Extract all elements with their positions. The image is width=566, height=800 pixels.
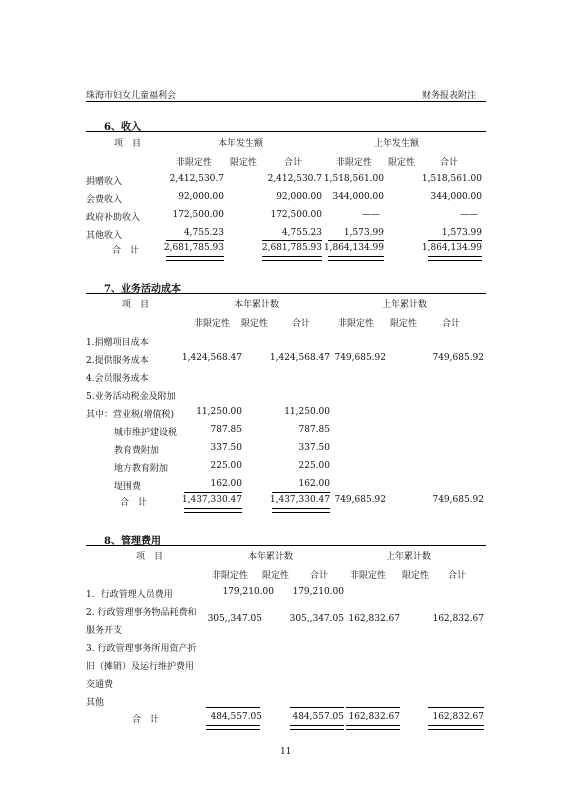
report-title: 财务报表附注 (422, 91, 477, 101)
s8-sub-f: 合计 (448, 571, 467, 581)
s7-cell: 225.00 (298, 461, 330, 471)
s6-col-current: 本年发生额 (218, 139, 264, 149)
s6-cell: 92,000.00 (178, 192, 224, 202)
s6-sub-b: 限定性 (230, 158, 258, 168)
s7-cell: 162.00 (298, 479, 330, 489)
s6-cell: 92,000.00 (276, 192, 322, 202)
s8-cell: 305,,347.05 (207, 614, 262, 624)
s6-cell: —— (460, 210, 478, 220)
s6-row-label: 政府补助收入 (86, 213, 141, 223)
s7-sub-e: 限定性 (390, 319, 418, 329)
s6-total-cell: 1,864,134.99 (421, 243, 482, 253)
s8-cell: 162,832.67 (348, 614, 400, 624)
s6-total-cell: 2,681,785.93 (261, 243, 322, 253)
s6-cell: 2,412,530.7 (267, 174, 322, 184)
header-rule (86, 101, 486, 102)
s7-total-rule (184, 508, 242, 513)
s7-cell: 337.50 (298, 443, 330, 453)
s6-row-label: 其他收入 (86, 231, 123, 241)
s7-total-label: 合 计 (120, 498, 148, 508)
s8-sub-b: 限定性 (262, 571, 290, 581)
s8-sub-d: 非限定性 (350, 571, 387, 581)
s7-top-rule (86, 293, 486, 294)
s7-total-cell: 749,685.92 (432, 495, 484, 505)
s6-top-rule (86, 131, 486, 132)
s6-total-cell: 1,864,134.99 (323, 243, 384, 253)
s6-cell: 172,500.00 (270, 210, 322, 220)
s6-sub-f: 合计 (440, 158, 459, 168)
s7-cell: 749,685.92 (432, 353, 484, 363)
s7-row-label: 城市维护建设税 (114, 428, 178, 438)
s6-row-label: 捐赠收入 (86, 177, 123, 187)
org-name: 珠海市妇女儿童福利会 (86, 91, 177, 101)
s8-row-label: 交通费 (86, 680, 114, 690)
s6-cell: 1,518,561.00 (323, 174, 384, 184)
s6-sub-a: 非限定性 (176, 158, 213, 168)
s7-col-item: 项 目 (122, 300, 150, 310)
s6-row-label: 会费收入 (86, 195, 123, 205)
s7-col-previous: 上年累计数 (382, 300, 428, 310)
s6-cell: 172,500.00 (172, 210, 224, 220)
s7-cell: 1,424,568.47 (181, 353, 242, 363)
s6-cell: 1,573.99 (441, 228, 482, 238)
s6-cell: 2,412,530.7 (169, 174, 224, 184)
s8-total-label: 合 计 (132, 715, 160, 725)
s8-total-cell: 162,832.67 (432, 712, 484, 722)
s6-total-rule (262, 256, 322, 261)
s8-total-rule (428, 725, 484, 730)
s8-total-cell: 162,832.67 (348, 712, 400, 722)
s8-sub-e: 限定性 (402, 571, 430, 581)
section-6-title: 6、收入 (104, 122, 141, 133)
s8-total-rule (206, 725, 260, 730)
s7-sub-a: 非限定性 (194, 319, 231, 329)
s6-sub-c: 合计 (284, 158, 303, 168)
s8-sub-a: 非限定性 (212, 571, 249, 581)
s7-total-cell: 749,685.92 (334, 495, 386, 505)
s7-sub-f: 合计 (442, 319, 461, 329)
s7-subtotal-rule (272, 492, 330, 493)
s7-sub-c: 合计 (292, 319, 311, 329)
s6-sub-e: 限定性 (388, 158, 416, 168)
s6-cell: 4,755.23 (183, 228, 224, 238)
s8-total-rule (290, 725, 344, 730)
s6-cell: 4,755.23 (281, 228, 322, 238)
s6-subtotal-rule (166, 240, 224, 241)
s6-subtotal-rule (262, 240, 322, 241)
section-7-title: 7、业务活动成本 (104, 284, 181, 295)
s7-cell: 225.00 (210, 461, 242, 471)
s8-row-label: 其他 (86, 698, 105, 708)
s6-col-previous: 上年发生额 (374, 139, 420, 149)
s8-subtotal-rule (290, 707, 344, 708)
s7-cell: 11,250.00 (196, 407, 242, 417)
s7-cell: 337.50 (210, 443, 242, 453)
s7-row-label: 地方教育附加 (114, 464, 169, 474)
s8-row-label: 3. 行政管理事务所用资产折 (86, 644, 197, 654)
section-8-title: 8、管理费用 (104, 536, 161, 547)
s8-row-label: 服务开支 (86, 626, 123, 636)
s7-cell: 11,250.00 (284, 407, 330, 417)
s8-cell: 305,,347.05 (289, 614, 344, 624)
s8-col-current: 本年累计数 (248, 552, 294, 562)
s7-cell: 749,685.92 (334, 353, 386, 363)
s6-total-label: 合 计 (112, 246, 140, 256)
s6-cell: —— (362, 210, 380, 220)
s6-cell: 344,000.00 (332, 192, 384, 202)
s6-cell: 1,518,561.00 (421, 174, 482, 184)
s8-subtotal-rule (206, 707, 260, 708)
s7-cell: 787.85 (210, 425, 242, 435)
s8-cell: 162,832.67 (432, 614, 484, 624)
s6-total-rule (428, 256, 482, 261)
s7-subtotal-rule (184, 492, 242, 493)
s8-total-rule (346, 725, 400, 730)
s6-total-rule (328, 256, 384, 261)
s7-cell: 1,424,568.47 (269, 353, 330, 363)
s6-col-item: 项 目 (114, 139, 142, 149)
s8-sub-c: 合计 (310, 571, 329, 581)
s7-total-cell: 1,437,330.47 (269, 495, 330, 505)
s8-top-rule (86, 545, 486, 546)
s7-row-label: 5.业务活动税金及附加 (86, 392, 176, 402)
s8-col-item: 项 目 (136, 552, 164, 562)
s8-total-cell: 484,557.05 (210, 712, 262, 722)
s6-subtotal-rule (328, 240, 384, 241)
s7-total-rule (272, 508, 330, 513)
s8-row-label: 2. 行政管理事务物品耗费和 (86, 608, 197, 618)
s7-sub-d: 非限定性 (338, 319, 375, 329)
s7-row-label: 2.提供服务成本 (86, 356, 149, 366)
s6-total-cell: 2,681,785.93 (163, 243, 224, 253)
s8-col-previous: 上年累计数 (386, 552, 432, 562)
s6-sub-d: 非限定性 (336, 158, 373, 168)
s7-total-cell: 1,437,330.47 (181, 495, 242, 505)
s7-col-current: 本年累计数 (234, 300, 280, 310)
s6-cell: 344,000.00 (430, 192, 482, 202)
s8-total-cell: 484,557.05 (292, 712, 344, 722)
s6-total-rule (166, 256, 224, 261)
s8-row-label: 1．行政管理人员费用 (86, 590, 173, 600)
s8-row-label: 旧（摊销）及运行维护费用 (86, 662, 195, 672)
s7-row-label: 堤围费 (114, 482, 142, 492)
s8-subtotal-rule (346, 707, 400, 708)
page-number: 11 (280, 747, 292, 757)
s7-row-label: 其中：营业税(增值税) (86, 410, 175, 420)
s7-cell: 162.00 (210, 479, 242, 489)
s7-cell: 787.85 (298, 425, 330, 435)
s7-row-label: 教育费附加 (114, 446, 160, 456)
s6-subtotal-rule (428, 240, 482, 241)
s8-cell: 179,210.00 (222, 587, 274, 597)
s8-cell: 179,210.00 (292, 587, 344, 597)
s7-row-label: 4.会员服务成本 (86, 374, 149, 384)
s7-row-label: 1.捐赠项目成本 (86, 338, 149, 348)
s8-subtotal-rule (428, 707, 484, 708)
s6-cell: 1,573.99 (343, 228, 384, 238)
s7-sub-b: 限定性 (241, 319, 269, 329)
